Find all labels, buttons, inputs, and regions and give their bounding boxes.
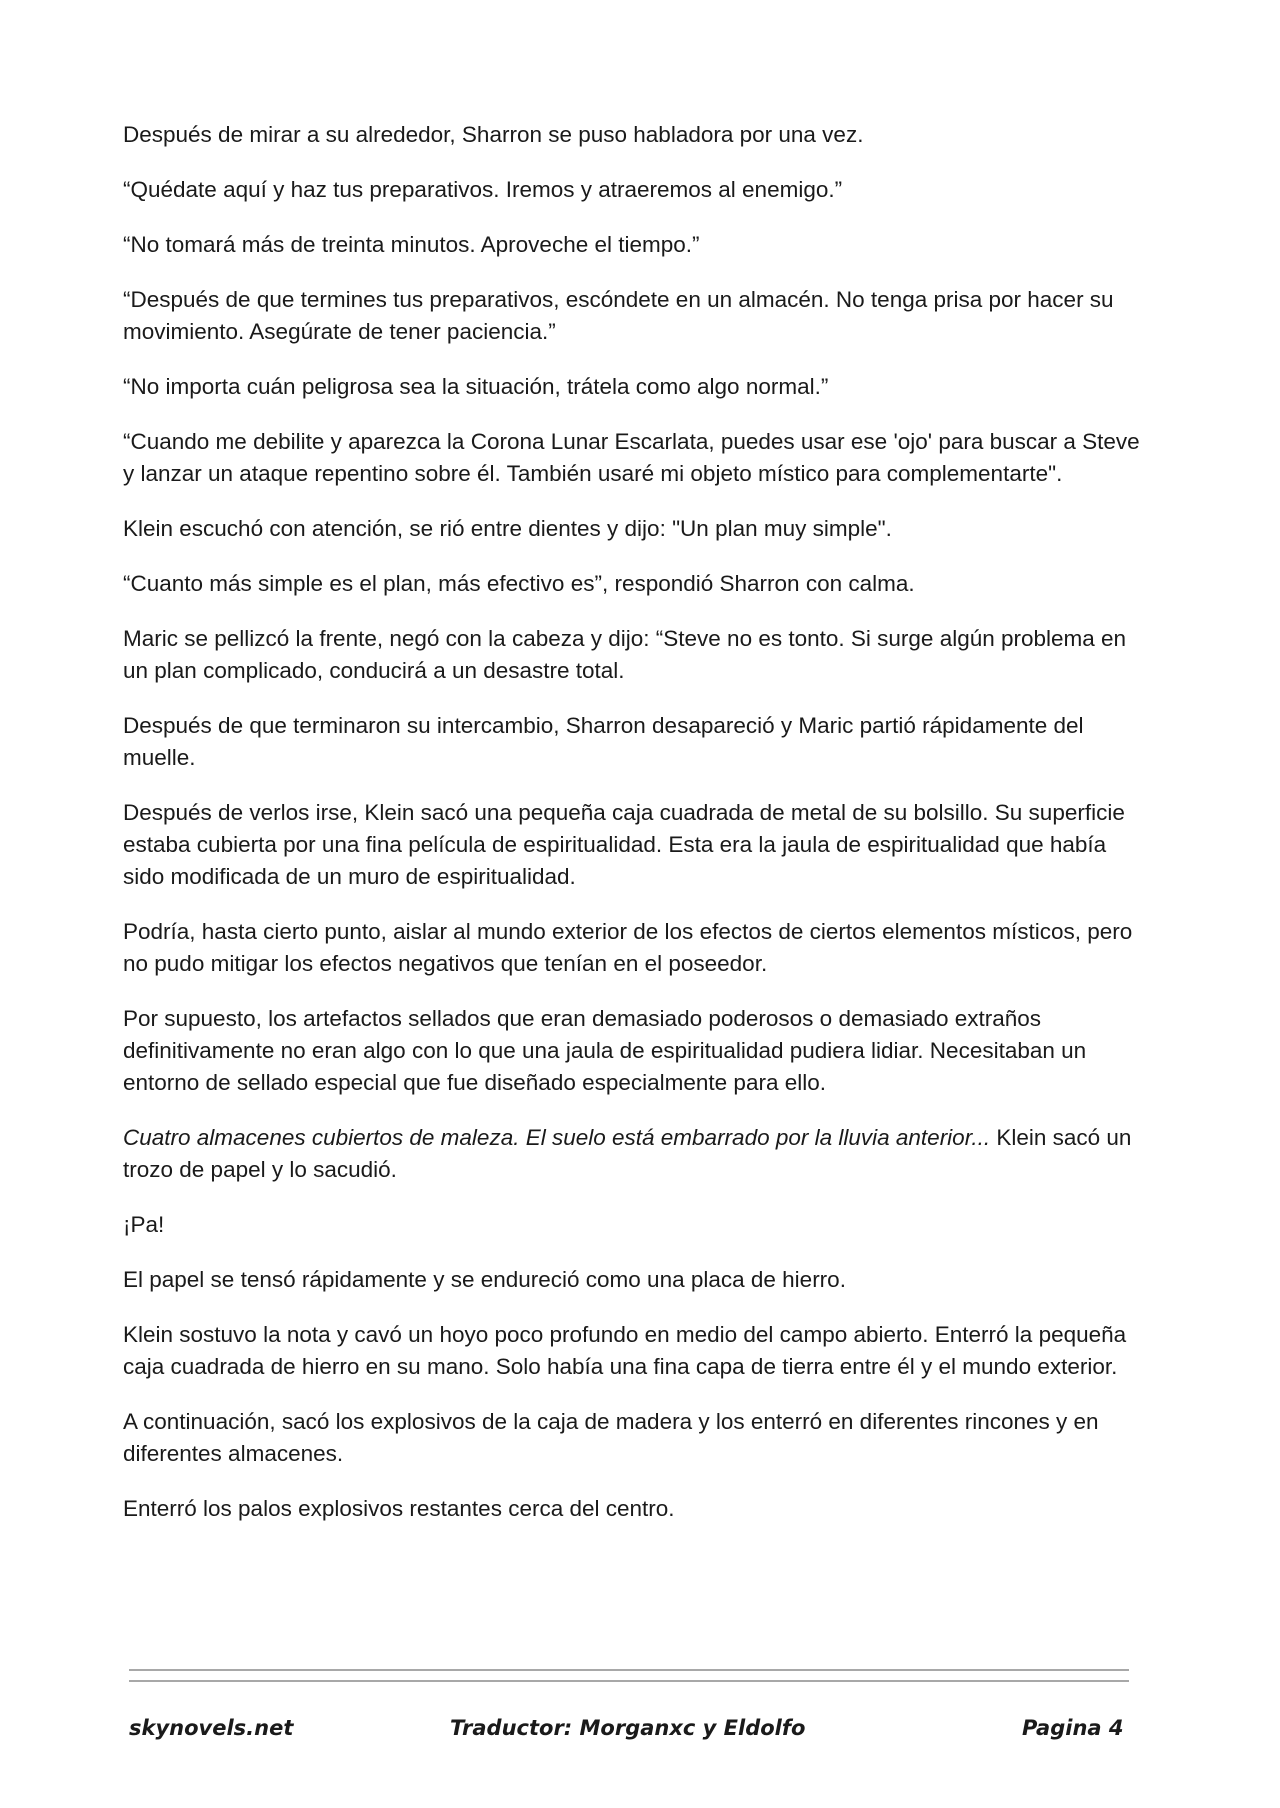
paragraph: Klein sostuvo la nota y cavó un hoyo poco profundo en medio del campo abierto. Enterró la pequeña caja cuadrada de hierro en su mano. Solo había una fina capa de tierra entre él y el mundo exterior. <box>123 1322 1127 1379</box>
paragraph-text: Klein sacó un trozo de papel y lo sacudió. <box>123 1125 1132 1182</box>
paragraph <box>123 1122 1143 1186</box>
paragraph: Klein escuchó con atención, se rió entre dientes y dijo: "Un plan muy simple". <box>123 516 892 541</box>
paragraph: “Cuanto más simple es el plan, más efectivo es”, respondió Sharron con calma. <box>123 571 915 596</box>
chapter-body <box>123 119 1143 1548</box>
footer-page-number: Pagina 4 <box>1022 1716 1124 1740</box>
paragraph: Después de que terminaron su intercambio, Sharron desapareció y Maric partió rápidamente del muelle. <box>123 713 1084 770</box>
footer-divider-top <box>129 1669 1129 1671</box>
paragraph: “Después de que termines tus preparativos, escóndete en un almacén. No tenga prisa por hacer su movimiento. Asegúrate de tener paciencia.” <box>123 287 1114 344</box>
paragraph: Por supuesto, los artefactos sellados que eran demasiado poderosos o demasiado extraños definitivamente no eran algo con lo que una jaula de espiritualidad pudiera lidiar. Necesitaban un entorno de sellado especial que fue diseñado especialmente para ello. <box>123 1006 1087 1095</box>
paragraph: “Quédate aquí y haz tus preparativos. Iremos y atraeremos al enemigo.” <box>123 177 843 202</box>
paragraph: El papel se tensó rápidamente y se endureció como una placa de hierro. <box>123 1267 846 1292</box>
italic-thought: Cuatro almacenes cubiertos de maleza. El suelo está embarrado por la lluvia anterior... <box>123 1125 991 1150</box>
paragraph: Enterró los palos explosivos restantes cerca del centro. <box>123 1496 675 1521</box>
footer-site: skynovels.net <box>129 1716 294 1740</box>
paragraph: Podría, hasta cierto punto, aislar al mundo exterior de los efectos de ciertos elementos místicos, pero no pudo mitigar los efectos negativos que tenían en el poseedor. <box>123 919 1133 976</box>
paragraph: “No importa cuán peligrosa sea la situación, trátela como algo normal.” <box>123 374 829 399</box>
footer-divider-bottom <box>129 1680 1129 1682</box>
paragraph: ¡Pa! <box>123 1212 165 1237</box>
paragraph: Maric se pellizcó la frente, negó con la cabeza y dijo: “Steve no es tonto. Si surge algún problema en un plan complicado, conducirá a un desastre total. <box>123 626 1127 683</box>
paragraph: A continuación, sacó los explosivos de la caja de madera y los enterró en diferentes rincones y en diferentes almacenes. <box>123 1409 1099 1466</box>
paragraph: Después de mirar a su alrededor, Sharron se puso habladora por una vez. <box>123 122 864 147</box>
paragraph: “Cuando me debilite y aparezca la Corona Lunar Escarlata, puedes usar ese 'ojo' para buscar a Steve y lanzar un ataque repentino sobre él. También usaré mi objeto místico para complementarte". <box>123 429 1140 486</box>
footer-translator: Traductor: Morganxc y Eldolfo <box>450 1716 806 1740</box>
paragraph: Después de verlos irse, Klein sacó una pequeña caja cuadrada de metal de su bolsillo. Su superficie estaba cubierta por una fina película de espiritualidad. Esta era la jaula de espiritualidad que había sido modificada de un muro de espiritualidad. <box>123 800 1125 889</box>
paragraph: “No tomará más de treinta minutos. Aproveche el tiempo.” <box>123 232 700 257</box>
